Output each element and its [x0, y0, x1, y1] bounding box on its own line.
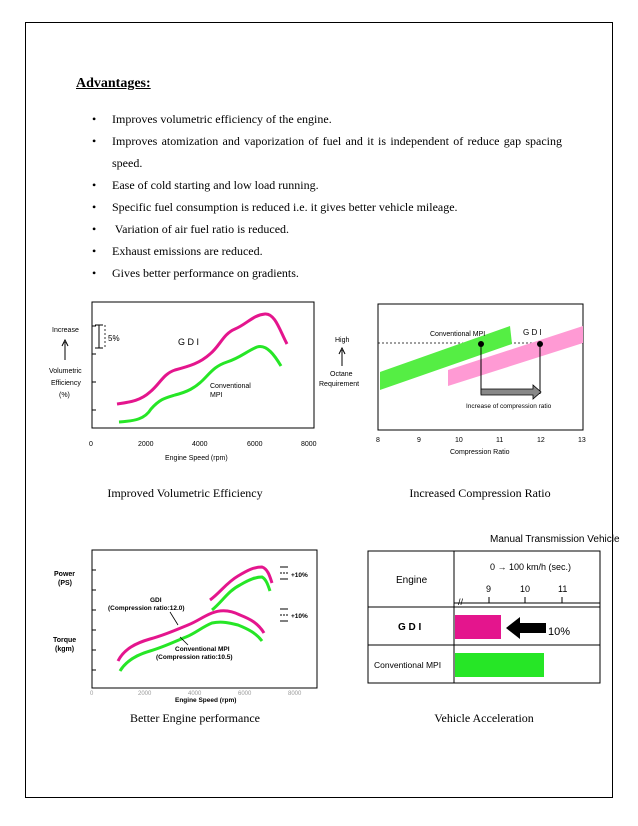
- x-tick-labels: [376, 437, 586, 444]
- x-tick: 0: [89, 441, 93, 448]
- mpi-label-1: Conventional: [210, 383, 251, 390]
- gdi-label: G D I: [523, 328, 542, 337]
- caption-acceleration: Vehicle Acceleration: [434, 711, 534, 725]
- power-gain-marker: [280, 567, 288, 579]
- x-tick: 6000: [238, 691, 252, 697]
- octane-arrow-icon: [339, 348, 345, 366]
- mpi-bar: [455, 653, 544, 677]
- gdi-label-2: (Compression ratio:12.0): [108, 605, 185, 612]
- axis-break-icon: //: [458, 597, 464, 607]
- x-axis-label: Compression Ratio: [450, 449, 510, 456]
- increase-arrow-icon: [62, 340, 68, 360]
- x-tick: 10: [520, 584, 531, 594]
- x-tick: 0: [90, 691, 94, 697]
- x-tick-labels: [486, 584, 567, 594]
- time-label: 0 → 100 km/h (sec.): [490, 562, 572, 572]
- caption-compression: Increased Compression Ratio: [409, 486, 551, 500]
- scale-label: 5%: [108, 334, 120, 343]
- list-item: • Variation of air fuel ratio is reduced.: [92, 218, 562, 240]
- list-item: • Specific fuel consumption is reduced i.e. it gives better vehicle mileage.: [92, 196, 562, 218]
- list-item: • Improves volumetric efficiency of the engine.: [92, 108, 562, 130]
- x-tick: 8: [376, 437, 380, 444]
- y-label-3: Requirement: [319, 381, 360, 388]
- engine-header: Engine: [396, 575, 428, 586]
- mpi-power-curve: [212, 577, 270, 610]
- y-ticks: [92, 570, 96, 670]
- x-tick: 9: [417, 437, 421, 444]
- gdi-label-1: GDI: [150, 597, 162, 604]
- gdi-row-label: G D I: [398, 622, 422, 633]
- x-tick: 4000: [188, 691, 202, 697]
- x-tick: 13: [578, 437, 586, 444]
- list-item: • Ease of cold starting and low load running.: [92, 174, 562, 196]
- advantages-list: [92, 108, 562, 284]
- caption-volumetric: Improved Volumetric Efficiency: [107, 486, 263, 500]
- x-tick: 6000: [247, 441, 263, 448]
- x-tick: 11: [558, 584, 568, 594]
- list-item: • Gives better performance on gradients.: [92, 262, 562, 284]
- x-axis-label: Engine Speed (rpm): [165, 455, 228, 462]
- torque-label-1: Torque: [53, 637, 77, 644]
- x-tick: 8000: [301, 441, 317, 448]
- compression-arrow-icon: [481, 385, 541, 399]
- gdi-point: [537, 341, 543, 347]
- volumetric-efficiency-figure: [35, 296, 330, 466]
- arrow-label: Increase of compression ratio: [466, 403, 552, 410]
- x-tick: 8000: [288, 691, 302, 697]
- y-label-2: Octane: [330, 371, 353, 378]
- list-item: • Improves atomization and vaporization of fuel and it is independent of reduce gap spacing speed.: [92, 130, 562, 174]
- torque-gain-marker: [280, 609, 288, 621]
- mpi-point: [478, 341, 484, 347]
- x-tick: 2000: [138, 441, 154, 448]
- x-tick: 9: [486, 584, 492, 594]
- mpi-label-2: (Compression ratio:10.5): [156, 654, 233, 661]
- gdi-label: G D I: [178, 337, 200, 347]
- section-heading: Advantages:: [76, 76, 151, 91]
- torque-label-2: (kgm): [55, 646, 75, 653]
- vehicle-acceleration-figure: [360, 525, 620, 690]
- mpi-label: Conventional MPI: [430, 331, 486, 338]
- x-tick-labels: [89, 441, 317, 448]
- x-ticks: [454, 597, 600, 603]
- gain-label: 10%: [548, 626, 571, 638]
- compression-ratio-figure: [315, 296, 605, 461]
- x-axis-label: Engine Speed (rpm): [175, 697, 237, 704]
- y-label-1: Volumetric: [49, 368, 82, 375]
- mpi-label-1: Conventional MPI: [175, 646, 230, 653]
- y-label-increase: Increase: [52, 327, 79, 334]
- x-tick: 12: [537, 437, 545, 444]
- gdi-curve: [117, 314, 287, 404]
- gdi-bar: [455, 615, 501, 639]
- power-label-2: (PS): [58, 580, 72, 587]
- y-label-2: Efficiency: [51, 380, 81, 387]
- y-ticks: [92, 326, 96, 410]
- y-label-1: High: [335, 337, 350, 344]
- plot-frame: [92, 550, 317, 688]
- torque-gain-label: +10%: [291, 613, 308, 620]
- x-tick: 2000: [138, 691, 152, 697]
- power-gain-label: +10%: [291, 572, 308, 579]
- mpi-row-label: Conventional MPI: [374, 660, 442, 670]
- figure-title: Manual Transmission Vehicle: [490, 534, 620, 545]
- x-tick: 4000: [192, 441, 208, 448]
- list-item: • Exhaust emissions are reduced.: [92, 240, 562, 262]
- power-label-1: Power: [54, 571, 76, 578]
- improvement-arrow-icon: [506, 617, 546, 639]
- mpi-label-2: MPI: [210, 392, 223, 399]
- y-label-3: (%): [59, 392, 70, 399]
- mpi-curve: [119, 347, 281, 422]
- caption-performance: Better Engine performance: [130, 711, 260, 725]
- x-tick: 10: [455, 437, 463, 444]
- engine-performance-figure: [40, 545, 325, 705]
- x-tick: 11: [496, 437, 504, 444]
